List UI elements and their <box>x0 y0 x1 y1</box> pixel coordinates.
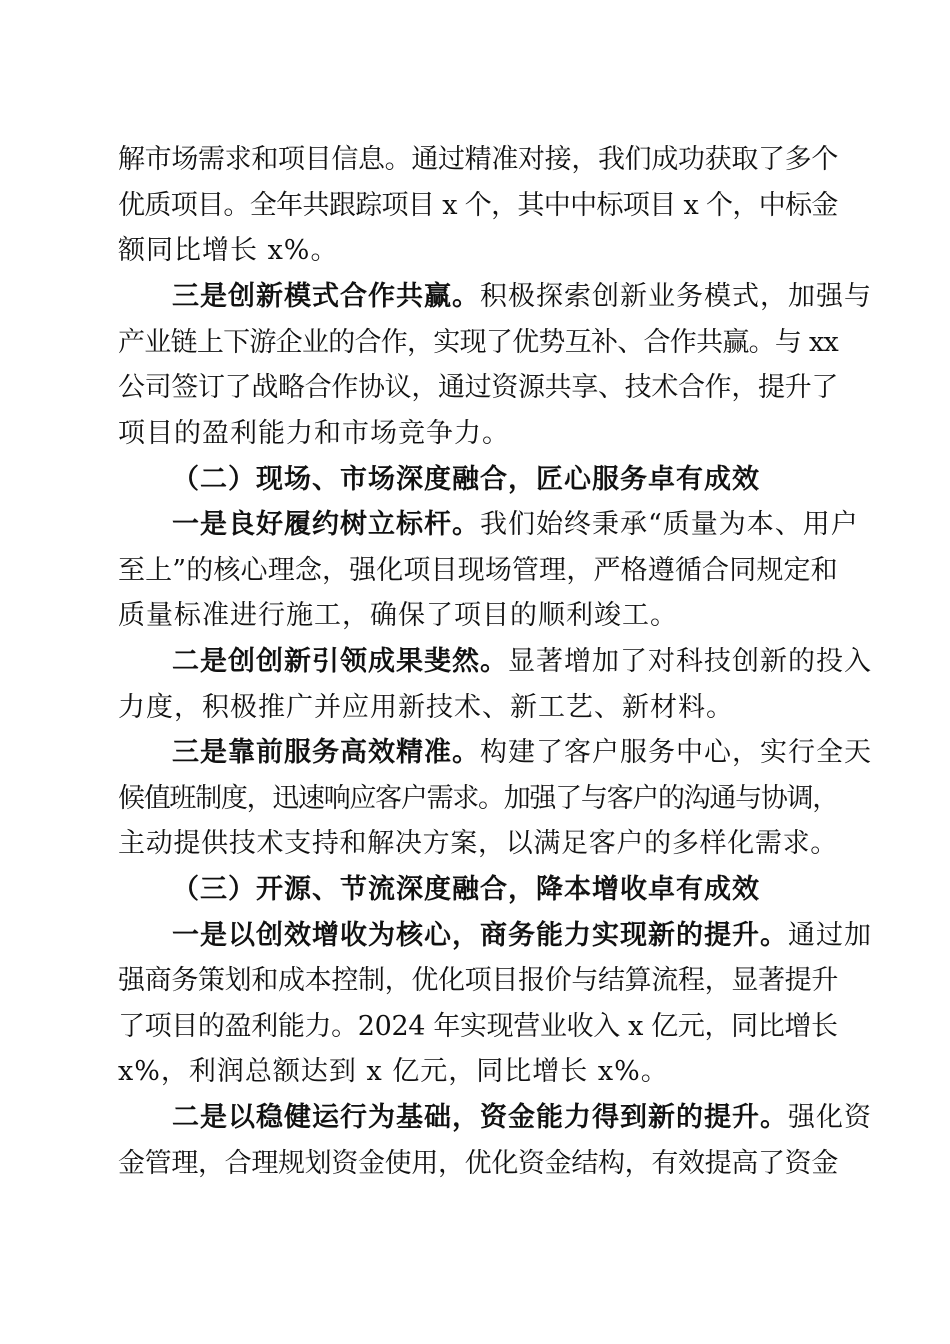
body-line: 主动提供技术支持和解决方案，以满足客户的多样化需求。 <box>118 828 838 859</box>
paragraph-lead: 三是靠前服务高效精准。 <box>172 737 480 768</box>
paragraph-lead: 二是以稳健运行为基础，资金能力得到新的提升。 <box>172 1102 788 1133</box>
body-line: 强商务策划和成本控制，优化项目报价与结算流程，显著提升 <box>118 965 838 996</box>
body-line: 了项目的盈利能力。2024 年实现营业收入 x 亿元，同比增长 <box>118 1011 838 1042</box>
paragraph-lead: 一是以创效增收为核心，商务能力实现新的提升。 <box>172 920 788 951</box>
paragraph-lead: 三是创新模式合作共赢。 <box>172 281 480 312</box>
paragraph-start: 一是以创效增收为核心，商务能力实现新的提升。通过加 <box>172 920 872 951</box>
body-line: 额同比增长 x%。 <box>118 235 339 266</box>
body-line: x%，利润总额达到 x 亿元，同比增长 x%。 <box>118 1056 669 1087</box>
paragraph-start: 三是靠前服务高效精准。构建了客户服务中心，实行全天 <box>172 737 872 768</box>
body-line: 公司签订了战略合作协议，通过资源共享、技术合作，提升了 <box>118 372 838 403</box>
body-line: 质量标准进行施工，确保了项目的顺利竣工。 <box>118 600 678 631</box>
body-line: 至上”的核心理念，强化项目现场管理，严格遵循合同规定和 <box>118 555 838 586</box>
body-line: 力度，积极推广并应用新技术、新工艺、新材料。 <box>118 692 734 723</box>
body-line: 优质项目。全年共跟踪项目 x 个，其中中标项目 x 个，中标金 <box>118 190 838 221</box>
body-line: 解市场需求和项目信息。通过精准对接，我们成功获取了多个 <box>118 144 838 175</box>
paragraph-lead: 二是创创新引领成果斐然。 <box>172 646 508 677</box>
paragraph-start: 二是创创新引领成果斐然。显著增加了对科技创新的投入 <box>172 646 872 677</box>
section-heading: （二）现场、市场深度融合，匠心服务卓有成效 <box>172 464 760 495</box>
body-line: 金管理，合理规划资金使用，优化资金结构，有效提高了资金 <box>118 1148 838 1179</box>
body-line: 项目的盈利能力和市场竞争力。 <box>118 418 510 449</box>
body-line: 候值班制度，迅速响应客户需求。加强了与客户的沟通与协调， <box>118 783 838 814</box>
paragraph-start: 二是以稳健运行为基础，资金能力得到新的提升。强化资 <box>172 1102 872 1133</box>
section-heading: （三）开源、节流深度融合，降本增收卓有成效 <box>172 874 760 905</box>
paragraph-start: 一是良好履约树立标杆。我们始终秉承“质量为本、用户 <box>172 509 859 540</box>
paragraph-lead: 一是良好履约树立标杆。 <box>172 509 480 540</box>
paragraph-start: 三是创新模式合作共赢。积极探索创新业务模式，加强与 <box>172 281 872 312</box>
body-line: 产业链上下游企业的合作，实现了优势互补、合作共赢。与 xx <box>118 327 839 358</box>
